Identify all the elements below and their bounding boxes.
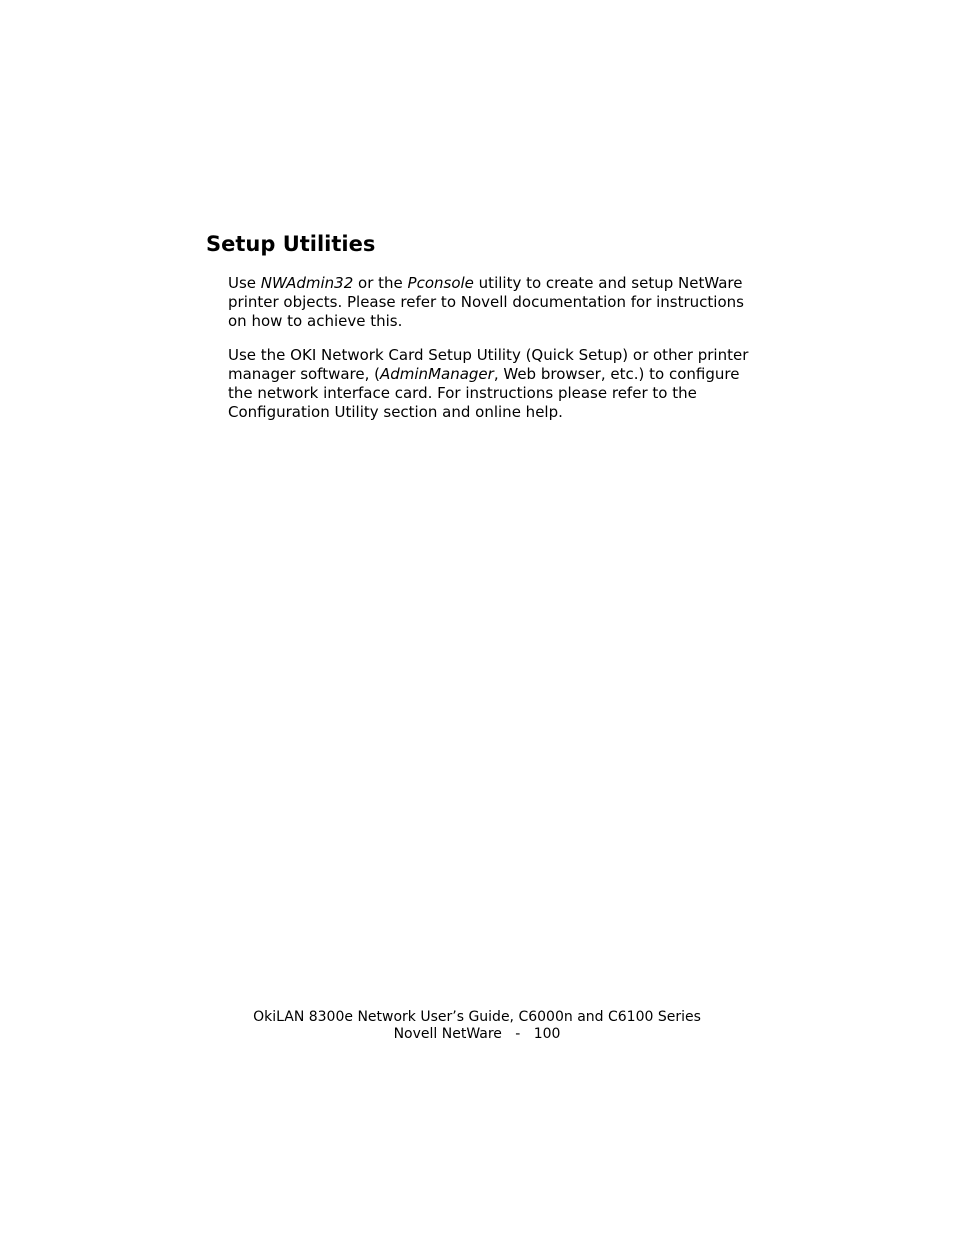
footer-page-info xyxy=(0,1026,954,1043)
paragraph-nwadmin xyxy=(228,274,758,331)
paragraph-text: utility to create and setup NetWare printer objects. Please refer to Novell documentation for instructions on how to achieve this. xyxy=(228,274,744,330)
nwadmin32-term: NWAdmin32 xyxy=(260,274,354,292)
adminmanager-term: AdminManager xyxy=(380,365,494,383)
page-number: 100 xyxy=(533,1026,561,1042)
footer-chapter: Novell NetWare xyxy=(393,1026,502,1042)
paragraph-text: , Web browser, etc.) to configure the network interface card. For instructions please refer to the Configuration Utility section and online help. xyxy=(228,365,740,421)
paragraph-oki-setup xyxy=(228,346,758,422)
footer-separator: - xyxy=(501,1026,534,1042)
paragraph-text: Use the OKI Network Card Setup Utility (Quick Setup) or other printer manager software, ( xyxy=(228,346,749,383)
paragraph-text: Use xyxy=(228,274,261,292)
section-heading: Setup Utilities xyxy=(206,232,376,256)
pconsole-term: Pconsole xyxy=(407,274,474,292)
paragraph-text: or the xyxy=(353,274,408,292)
footer-guide-title: OkiLAN 8300e Network User’s Guide, C6000n and C6100 Series xyxy=(253,1009,701,1025)
